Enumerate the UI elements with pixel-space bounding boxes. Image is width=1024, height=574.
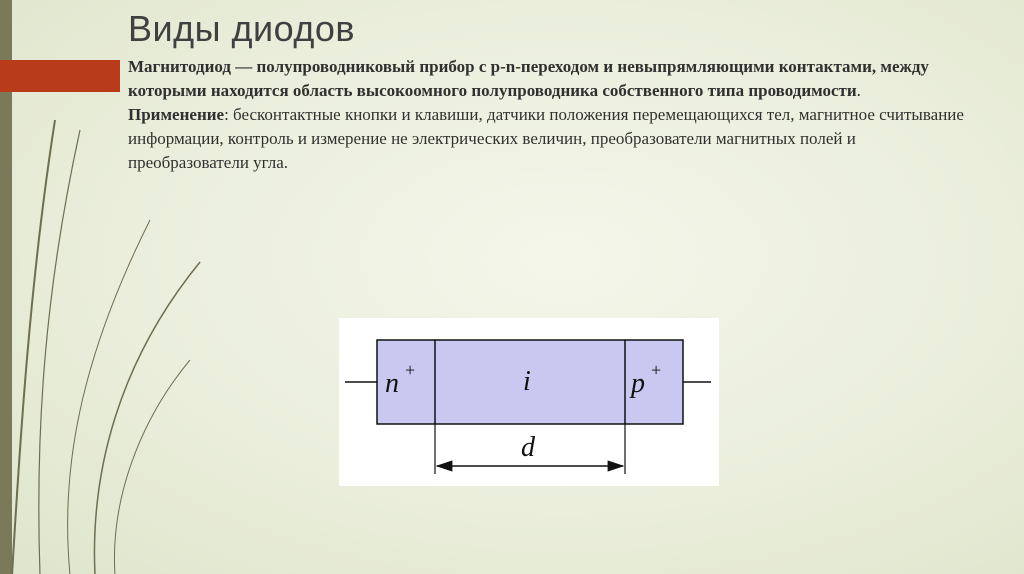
p-region-label: p xyxy=(631,368,645,399)
definition-text: — полупроводниковый прибор с p-n-переходом и невыпрямляющими контактами, между которыми находится область высокоомного полупроводника собственного типа проводимости xyxy=(128,57,929,100)
application-text: : бесконтактные кнопки и клавиши, датчики положения перемещающихся тел, магнитное считывание информации, контроль и измерение не электрических величин, преобразователи магнитных полей и преобразователи угла. xyxy=(128,105,964,172)
n-region-label: n xyxy=(385,368,399,399)
application-paragraph xyxy=(128,103,968,175)
dimension-label: d xyxy=(521,432,535,463)
accent-bar xyxy=(0,60,120,92)
application-term: Применение xyxy=(128,105,225,124)
n-region-superscript: + xyxy=(405,360,416,380)
slide-title: Виды диодов xyxy=(128,8,356,49)
definition-term: Магнитодиод xyxy=(128,57,231,76)
i-region-label: i xyxy=(523,366,531,397)
magnetodiode-diagram xyxy=(339,318,719,486)
definition-paragraph: Магнитодиод — полупроводниковый прибор с p-n-переходом и невыпрямляющими контактами, между которыми находится область высокоомного полупроводника собственного типа проводимости. xyxy=(128,57,929,100)
slide-body xyxy=(128,55,968,175)
p-region-superscript: + xyxy=(651,360,662,380)
